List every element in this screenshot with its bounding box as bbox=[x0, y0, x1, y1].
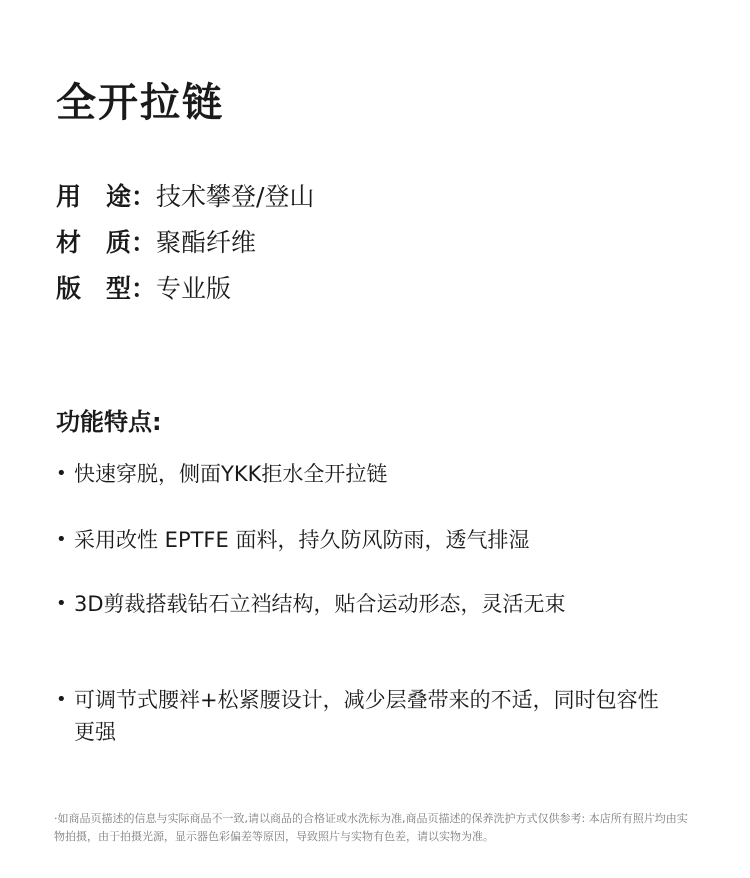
page-title: 全开拉链 bbox=[56, 80, 224, 126]
spec-key bbox=[56, 178, 156, 216]
spec-key-char: 途： bbox=[105, 182, 156, 211]
spec-key bbox=[56, 224, 156, 262]
spec-key-char: 质： bbox=[105, 228, 156, 257]
bullet-icon: • bbox=[56, 463, 67, 484]
spec-value: 聚酯纤维 bbox=[156, 228, 257, 257]
spec-key-char: 材 bbox=[56, 228, 82, 257]
bullet-icon: • bbox=[56, 529, 67, 550]
feature-text: 可调节式腰袢+松紧腰设计，减少层叠带来的不适，同时包容性更强 bbox=[74, 688, 659, 744]
spec-row-usage bbox=[56, 178, 314, 224]
disclaimer-footnote: ·如商品页描述的信息与实际商品不一致,请以商品的合格证或水洗标为准,商品页描述的保养洗护方式仅供参考: 本店所有照片均由实物拍摄，由于拍摄光源，显示器色彩偏差等原因，导致照片与实物有色差，请以实物为准。 bbox=[54, 812, 688, 843]
spec-value: 技术攀登/登山 bbox=[156, 182, 315, 211]
feature-item bbox=[56, 458, 664, 490]
spec-row-material bbox=[56, 224, 314, 270]
spec-row-fit bbox=[56, 270, 314, 316]
bullet-icon: • bbox=[56, 593, 67, 614]
spec-value: 专业版 bbox=[156, 274, 232, 303]
feature-text: 3D剪裁搭载钻石立裆结构，贴合运动形态，灵活无束 bbox=[74, 592, 566, 616]
feature-text: 采用改性 EPTFE 面料，持久防风防雨，透气排湿 bbox=[74, 528, 530, 552]
spec-list bbox=[56, 178, 314, 316]
features-heading: 功能特点: bbox=[56, 408, 162, 436]
feature-item bbox=[56, 524, 664, 556]
feature-text: 快速穿脱，侧面YKK拒水全开拉链 bbox=[74, 462, 388, 486]
feature-item bbox=[56, 588, 664, 620]
spec-key bbox=[56, 270, 156, 308]
feature-item bbox=[56, 684, 664, 748]
spec-key-char: 用 bbox=[56, 182, 82, 211]
spec-key-char: 版 bbox=[56, 274, 82, 303]
spec-key-char: 型： bbox=[105, 274, 156, 303]
bullet-icon: • bbox=[56, 689, 67, 710]
